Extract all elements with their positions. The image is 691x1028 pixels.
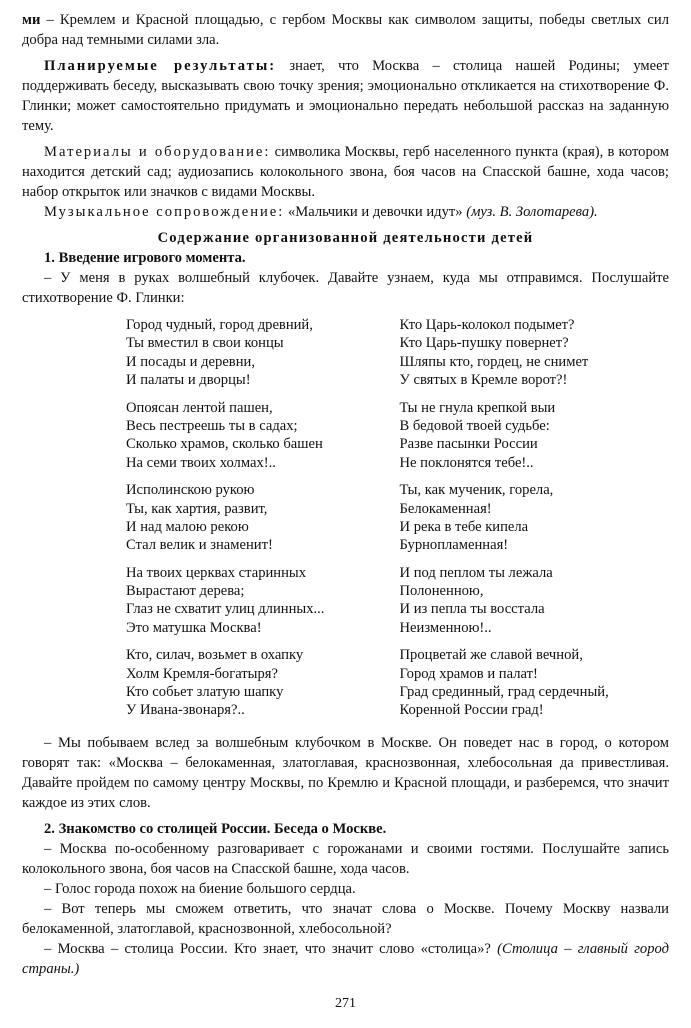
poem-line: Град срединный, град сердечный, <box>399 684 609 701</box>
poem-stanza <box>126 316 396 390</box>
poem-line: Полоненною, <box>399 583 484 600</box>
music-paragraph <box>22 202 669 222</box>
poem-line: Неизменною!.. <box>399 619 492 636</box>
poem-line: И посады и деревни, <box>126 353 255 370</box>
poem-stanza <box>126 481 396 555</box>
poem-stanza <box>126 399 396 473</box>
poem-line: Разве пасынки России <box>399 436 538 453</box>
results-paragraph <box>22 56 669 136</box>
results-label: Планируемые результаты: <box>44 58 277 74</box>
after-poem-paragraph: – Мы побываем вслед за волшебным клубочком в Москве. Он поведет нас в город, о котором говорят так: «Москва – белокаменная, златоглавая, краснозвонная, хлебосольная да привестливая. Давайте пройдем по самому центру Москвы, по Кремлю и Красной площади, и разберемся, что значит каждое из этих слов. <box>22 734 669 811</box>
poem-line: Вырастают дерева; <box>126 583 245 600</box>
section1-intro: – У меня в руках волшебный клубочек. Давайте узнаем, куда мы отправимся. Послушайте стихотворение Ф. Глинки: <box>22 270 669 306</box>
poem-line: Ты вместил в свои концы <box>126 335 284 352</box>
poem-left-column <box>126 316 396 729</box>
poem-line: У святых в Кремле ворот?! <box>399 372 568 389</box>
poem-stanza <box>126 564 396 638</box>
poem-line: Бурнопламенная! <box>399 537 509 554</box>
music-note: (муз. В. Золотарева). <box>462 204 598 220</box>
music-text: «Мальчики и девочки идут» <box>284 204 463 220</box>
section2-p4-italic: (Столица – главный город страны.) <box>22 940 669 977</box>
poem-line: И под пеплом ты лежала <box>399 564 553 581</box>
poem-line: Город храмов и палат! <box>399 665 538 682</box>
section2-p2: – Голос города похож на биение большого сердца. <box>44 880 356 897</box>
poem-line: Кто Царь-пушку повернет? <box>399 335 569 352</box>
poem-line: Опоясан лентой пашен, <box>126 399 273 416</box>
poem-line: Кто, силач, возьмет в охапку <box>126 647 304 664</box>
intro-paragraph <box>22 10 669 50</box>
poem-line: Исполинскою рукою <box>126 482 255 499</box>
poem-line: Сколько храмов, сколько башен <box>126 436 323 453</box>
poem-line: Ты не гнула крепкой выи <box>399 399 556 416</box>
poem-line: И палаты и дворцы! <box>126 372 251 389</box>
poem-line: И над малою рекою <box>126 518 249 535</box>
poem-right-column <box>400 316 670 729</box>
poem-stanza <box>126 646 396 720</box>
poem-line: Холм Кремля-богатыря? <box>126 665 278 682</box>
section2-title: 2. Знакомство со столицей России. Беседа о Москве. <box>44 820 387 837</box>
poem-line: И река в тебе кипела <box>399 518 529 535</box>
poem-line: Белокаменная! <box>399 500 492 517</box>
results-text: знает, что Москва – столица нашей Родины; умеет поддерживать беседу, высказывать свою точку зрения; эмоционально откликается на стихотворение Ф. Глинки; может самостоятельно придумать и эмоционально передать небольшой рассказ на заданную тему. <box>22 58 669 134</box>
poem-line: У Ивана-звонаря?.. <box>126 702 245 719</box>
poem-line: Стал велик и знаменит! <box>126 537 273 554</box>
poem-stanza <box>400 646 670 720</box>
section2-p1: – Москва по-особенному разговаривает с горожанами и своими гостями. Послушайте запись колокольного звона, боя часов на Спасской башне, хода часов. <box>22 840 669 877</box>
section2-p4 <box>22 939 669 979</box>
poem-line: Это матушка Москва! <box>126 619 262 636</box>
poem-line: Ты, как хартия, развит, <box>126 500 268 517</box>
poem-line: Ты, как мученик, горела, <box>399 482 554 499</box>
poem-stanza <box>400 399 670 473</box>
poem-line: Коренной России град! <box>399 702 544 719</box>
poem-line: Кто Царь-колокол подымет? <box>399 317 575 333</box>
materials-text: символика Москвы, герб населенного пункта (края), в котором находится детский сад; аудиозапись колокольного звона, боя часов на Спасской башне, хода часов; набор открыток или значков с видами Москвы. <box>22 144 669 200</box>
content-heading: Содержание организованной деятельности детей <box>157 230 534 246</box>
poem-line: На твоих церквах старинных <box>126 564 307 581</box>
intro-lead: ми <box>22 12 41 28</box>
poem-line: Кто собьет златую шапку <box>126 684 284 701</box>
poem-stanza <box>400 481 670 555</box>
poem-line: Весь пестреешь ты в садах; <box>126 417 298 434</box>
poem-line: Шляпы кто, гордец, не снимет <box>399 353 589 370</box>
section2-p4-text: – Москва – столица России. Кто знает, что значит слово «столица»? <box>44 940 498 957</box>
music-label: Музыкальное сопровождение: <box>44 204 285 220</box>
poem <box>22 316 669 729</box>
poem-line: Город чудный, город древний, <box>126 317 313 333</box>
intro-text: – Кремлем и Красной площадью, с гербом Москвы как символом защиты, победы светлых сил добра над темными силами зла. <box>22 12 669 48</box>
poem-line: Не поклонятся тебе!.. <box>399 454 534 471</box>
page-number: 271 <box>335 996 356 1011</box>
materials-paragraph <box>22 142 669 202</box>
poem-line: И из пепла ты восстала <box>399 601 545 618</box>
poem-stanza <box>400 316 670 390</box>
section2-p3: – Вот теперь мы сможем ответить, что значат слова о Москве. Почему Москву назвали белокаменной, златоглавой, краснозвонной, хлебосольной? <box>22 900 669 937</box>
poem-line: На семи твоих холмах!.. <box>126 454 276 471</box>
section1-title: 1. Введение игрового момента. <box>44 250 246 266</box>
materials-label: Материалы и оборудование: <box>44 144 271 160</box>
poem-line: Глаз не схватит улиц длинных... <box>126 601 325 618</box>
poem-line: В бедовой твоей судьбе: <box>399 417 550 434</box>
poem-line: Процветай же славой вечной, <box>399 647 583 664</box>
document-page <box>22 10 669 979</box>
poem-stanza <box>400 564 670 638</box>
